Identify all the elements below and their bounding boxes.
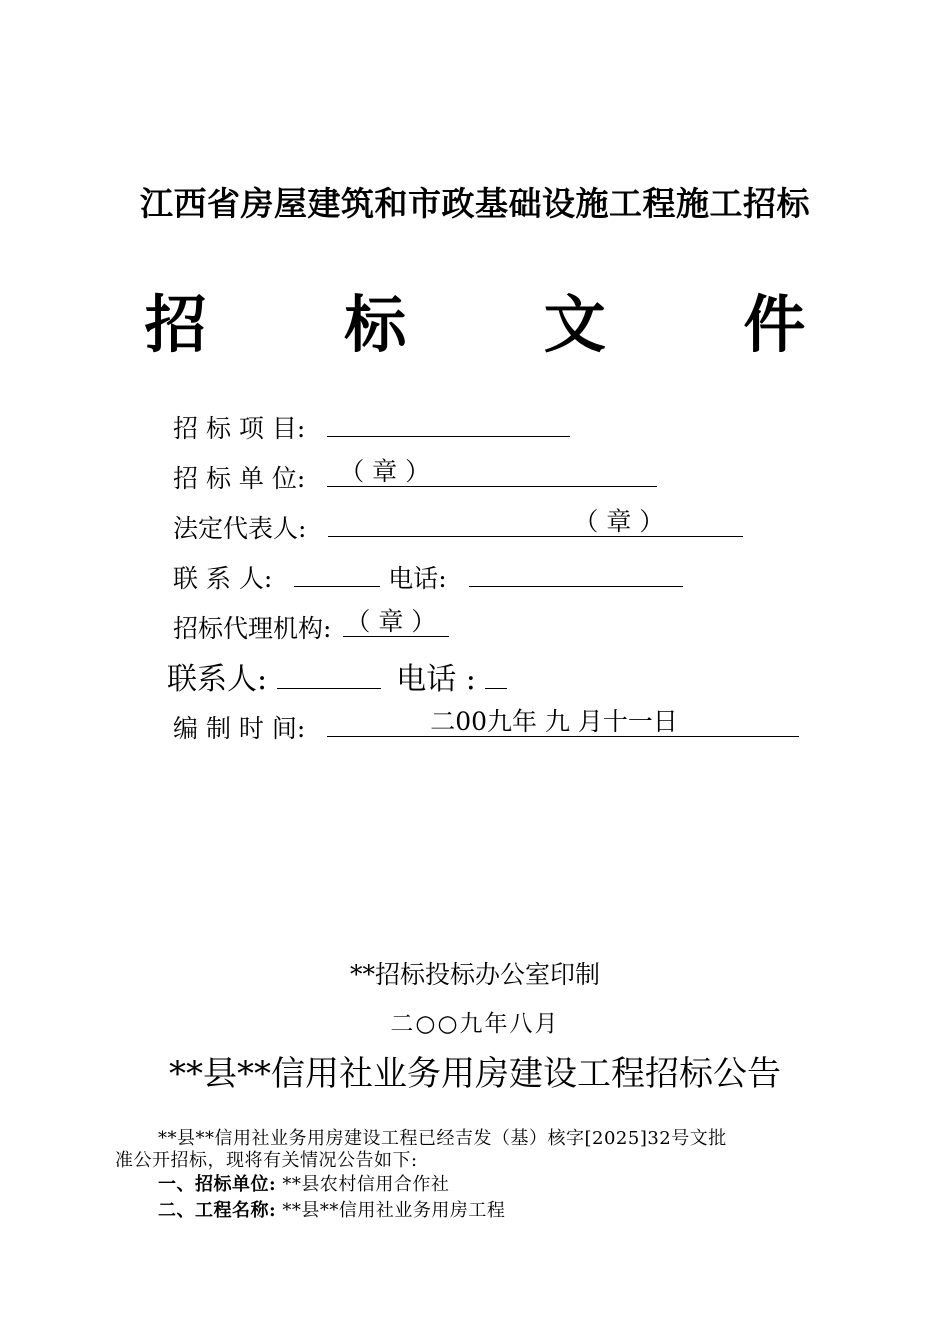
date-label: 编 制 时 间: <box>173 714 306 743</box>
date-value: 二00九年 九 月十一日 <box>430 707 678 736</box>
form-row-agency <box>173 608 449 645</box>
form-row-date <box>173 708 799 745</box>
legal-rep-field[interactable] <box>328 508 743 537</box>
date-field[interactable] <box>327 708 799 737</box>
issue-date: 二○○九年八月 <box>390 1011 560 1037</box>
form-row-contact <box>173 558 683 595</box>
notice-title: **县**信用社业务用房建设工程招标公告 <box>169 1054 781 1094</box>
form-row-legal-rep <box>173 508 743 545</box>
form-row-project <box>173 408 570 445</box>
issuing-office: **招标投标办公室印制 <box>349 960 600 989</box>
agency-field[interactable] <box>343 608 449 637</box>
phone-field[interactable] <box>469 558 683 587</box>
form-row-agency-contact <box>167 654 507 698</box>
agency-phone-label: 电话 : <box>396 662 476 697</box>
contact-label: 联 系 人: <box>173 564 273 593</box>
document-title: 招 标 文 件 <box>144 288 864 361</box>
notice-intro-line1: **县**信用社业务用房建设工程已经吉发（基）核字[2025]32号文批 <box>158 1128 727 1149</box>
unit-seal: （ 章 ） <box>339 457 431 486</box>
notice-intro-line2: 准公开招标，现将有关情况公告如下: <box>115 1150 418 1171</box>
bidder-value: **县农村信用合作社 <box>276 1174 450 1195</box>
legal-rep-label: 法定代表人: <box>173 514 307 543</box>
project-name-label: 二、工程名称: <box>158 1200 277 1221</box>
agency-label: 招标代理机构: <box>173 614 332 643</box>
project-label: 招 标 项 目: <box>173 414 306 443</box>
agency-contact-label: 联系人: <box>167 662 268 697</box>
phone-label: 电话: <box>388 564 447 593</box>
agency-phone-field[interactable] <box>485 656 507 689</box>
agency-seal: （ 章 ） <box>345 607 437 636</box>
project-field[interactable] <box>327 408 570 437</box>
unit-label: 招 标 单 位: <box>173 464 306 493</box>
bidder-label: 一、招标单位: <box>158 1174 277 1195</box>
legal-rep-seal: （ 章 ） <box>573 507 665 536</box>
form-row-unit <box>173 458 657 495</box>
project-name-value: **县**信用社业务用房工程 <box>276 1200 506 1221</box>
agency-contact-field[interactable] <box>277 656 381 689</box>
contact-field[interactable] <box>294 558 380 587</box>
document-subtitle: 江西省房屋建筑和市政基础设施工程施工招标 <box>140 184 810 223</box>
unit-field[interactable] <box>327 458 657 487</box>
notice-item-project <box>158 1196 505 1222</box>
notice-item-bidder <box>158 1170 449 1196</box>
